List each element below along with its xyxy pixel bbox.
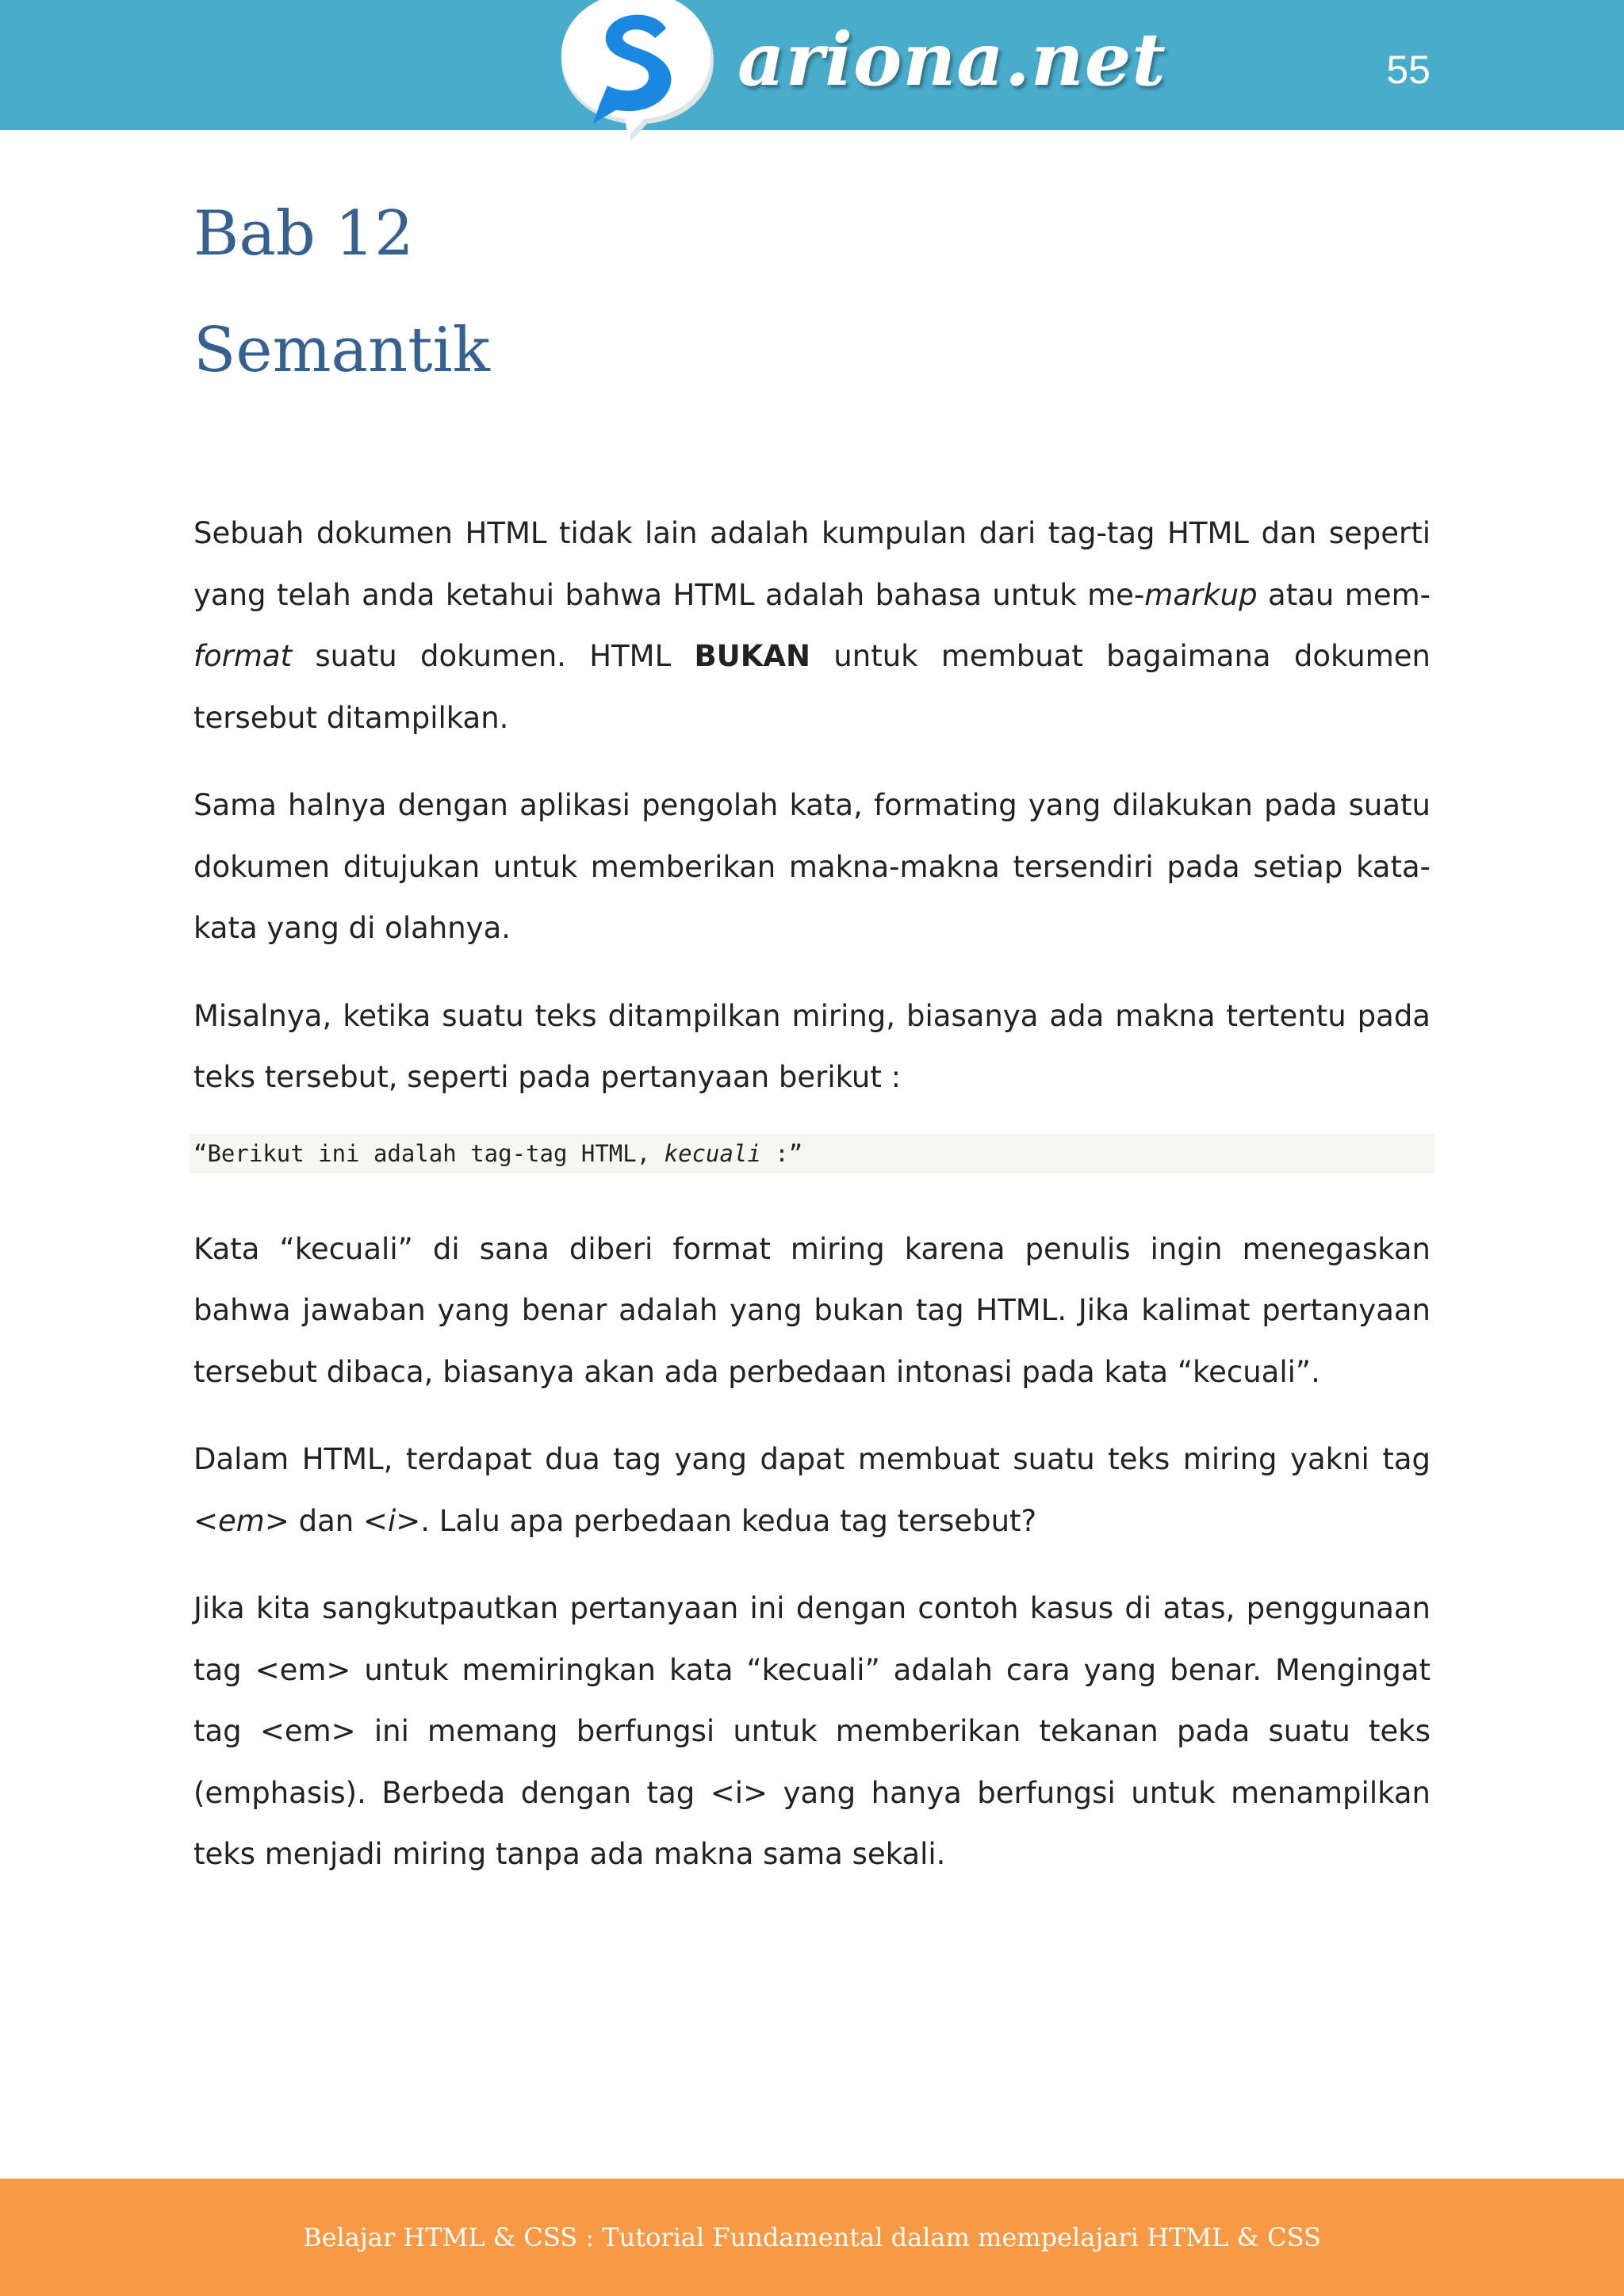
chapter-title: Semantik [193,315,490,386]
paragraph-3: Misalnya, ketika suatu teks ditampilkan miring, biasanya ada makna tertentu pada teks tersebut, seperti pada pertanyaan berikut : [193,998,1431,1094]
site-logo-text: ariona.net [737,17,1166,102]
chapter-number: Bab 12 [193,198,414,270]
code-example: “Berikut ini adalah tag-tag HTML, kecuali :” [190,1135,1434,1173]
chapter-body [193,503,1431,1911]
paragraph-4: Kata “kecuali” di sana diberi format miring karena penulis ingin menegaskan bahwa jawaban yang benar adalah yang bukan tag HTML. Jika kalimat pertanyaan tersebut dibaca, biasanya akan ada perbedaan intonasi pada kata “kecuali”. [193,1231,1431,1389]
paragraph-5: Dalam HTML, terdapat dua tag yang dapat membuat suatu teks miring yakni tag <em> dan <i>. Lalu apa perbedaan kedua tag tersebut? [193,1442,1431,1538]
page-header [0,0,1624,130]
footer-book-title: Belajar HTML & CSS : Tutorial Fundamental dalam mempelajari HTML & CSS [303,2222,1321,2252]
paragraph-2: Sama halnya dengan aplikasi pengolah kata, formating yang dilakukan pada suatu dokumen ditujukan untuk memberikan makna-makna tersendiri pada setiap kata-kata yang di olahnya. [193,788,1431,945]
page-number: 55 [1386,48,1431,92]
paragraph-6: Jika kita sangkutpautkan pertanyaan ini dengan contoh kasus di atas, penggunaan tag <em> untuk memiringkan kata “kecuali” adalah cara yang benar. Mengingat tag <em> ini memang berfungsi untuk memberikan tekanan pada suatu teks (emphasis). Berbeda dengan tag <i> yang hanya berfungsi untuk menampilkan teks menjadi miring tanpa ada makna sama sekali. [193,1591,1431,1871]
speech-bubble-s-logo-icon [555,0,720,143]
page-footer [0,2179,1624,2296]
paragraph-1: Sebuah dokumen HTML tidak lain adalah kumpulan dari tag-tag HTML dan seperti yang telah anda ketahui bahwa HTML adalah bahasa untuk me-markup atau mem-format suatu dokumen. HTML BUKAN untuk membuat bagaimana dokumen tersebut ditampilkan. [193,516,1431,735]
